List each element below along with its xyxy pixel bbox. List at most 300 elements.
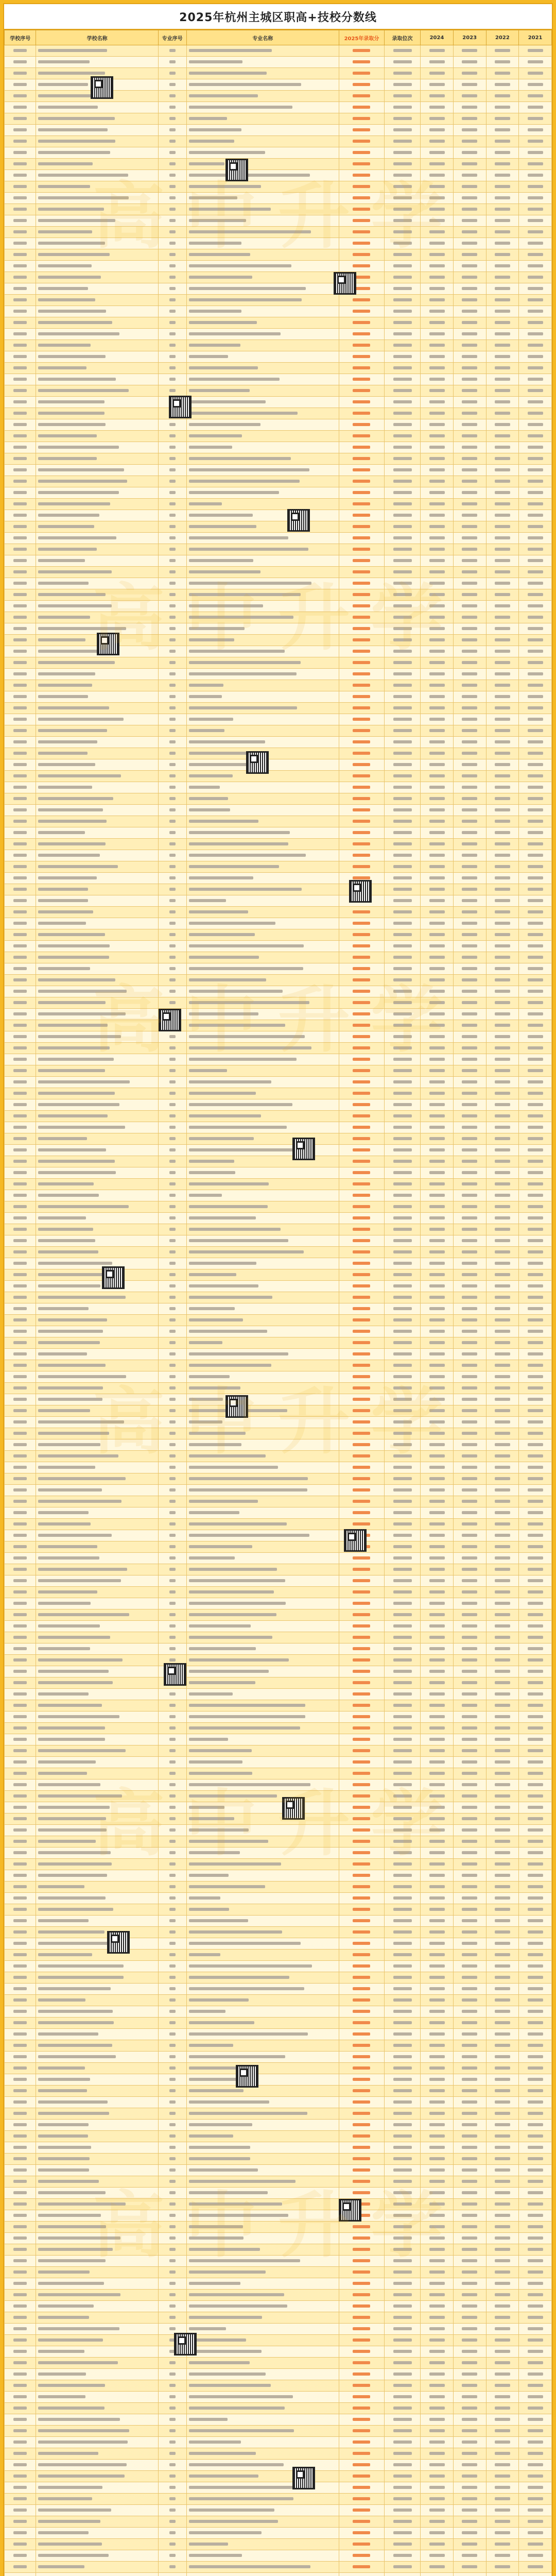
cell-text-placeholder [38, 2089, 87, 2092]
table-row [5, 113, 552, 125]
table-cell [486, 159, 519, 170]
cell-text-placeholder [462, 2441, 477, 2444]
table-cell [36, 1485, 158, 1496]
table-cell [36, 1519, 158, 1530]
cell-text-placeholder [38, 1001, 106, 1004]
table-row [5, 2074, 552, 2086]
table-row [5, 2562, 552, 2573]
table-cell [384, 1609, 420, 1621]
cell-text-placeholder [393, 242, 412, 245]
table-cell [384, 2278, 420, 2290]
cell-text-placeholder [169, 2384, 176, 2387]
table-cell [519, 1326, 552, 1337]
table-cell [486, 2142, 519, 2154]
table-cell [384, 283, 420, 295]
cell-text-placeholder [13, 1964, 27, 1968]
table-cell [186, 907, 339, 918]
cell-text-placeholder [429, 1862, 445, 1866]
table-row [5, 306, 552, 317]
table-cell [486, 351, 519, 363]
cell-text-placeholder [495, 706, 510, 709]
cell-text-placeholder [353, 1647, 370, 1650]
table-cell [453, 227, 486, 238]
cell-text-placeholder [429, 2441, 445, 2444]
table-cell [36, 657, 158, 669]
cell-text-placeholder [169, 2441, 176, 2444]
cell-text-placeholder [189, 1647, 256, 1650]
table-cell [36, 1575, 158, 1587]
cell-text-placeholder [528, 876, 543, 879]
table-cell [384, 1904, 420, 1916]
cell-text-placeholder [429, 2055, 445, 2058]
cell-text-placeholder [38, 1386, 103, 1389]
table-cell [339, 1281, 385, 1292]
cell-text-placeholder [393, 933, 412, 936]
table-cell [186, 1077, 339, 1088]
table-cell [519, 1995, 552, 2006]
cell-text-placeholder [495, 219, 510, 222]
cell-text-placeholder [528, 695, 543, 698]
table-cell [486, 261, 519, 272]
cell-text-placeholder [38, 514, 99, 517]
cell-text-placeholder [393, 774, 412, 777]
cell-text-placeholder [429, 1511, 445, 1514]
table-cell [384, 442, 420, 453]
cell-text-placeholder [189, 1205, 268, 1208]
cell-text-placeholder [169, 446, 176, 449]
cell-text-placeholder [393, 1885, 412, 1888]
cell-text-placeholder [13, 389, 27, 392]
table-cell [36, 1394, 158, 1405]
cell-text-placeholder [13, 1726, 27, 1730]
cell-text-placeholder [495, 1851, 510, 1854]
cell-text-placeholder [393, 1772, 412, 1775]
table-cell [186, 2120, 339, 2131]
cell-text-placeholder [13, 842, 27, 845]
table-cell [186, 997, 339, 1009]
cell-text-placeholder [13, 729, 27, 732]
cell-text-placeholder [353, 1386, 370, 1389]
table-cell [519, 170, 552, 181]
cell-text-placeholder [495, 242, 510, 245]
table-cell [486, 1156, 519, 1167]
table-cell [339, 714, 385, 725]
cell-text-placeholder [353, 2497, 370, 2500]
cell-text-placeholder [495, 514, 510, 517]
table-cell [453, 1598, 486, 1609]
table-cell [158, 57, 186, 68]
table-cell [158, 1689, 186, 1700]
cell-text-placeholder [462, 2463, 477, 2466]
cell-text-placeholder [353, 2282, 370, 2285]
table-cell [519, 986, 552, 997]
cell-text-placeholder [495, 831, 510, 834]
cell-text-placeholder [189, 854, 306, 857]
cell-text-placeholder [528, 1080, 543, 1083]
cell-text-placeholder [429, 400, 445, 403]
cell-text-placeholder [495, 1273, 510, 1276]
table-cell [36, 136, 158, 147]
cell-text-placeholder [462, 2565, 477, 2568]
cell-text-placeholder [462, 1250, 477, 1253]
table-cell [339, 975, 385, 986]
cell-text-placeholder [38, 1046, 110, 1049]
table-cell [421, 952, 454, 963]
cell-text-placeholder [353, 128, 370, 131]
cell-text-placeholder [189, 1715, 305, 1718]
cell-text-placeholder [353, 2010, 370, 2013]
table-cell [453, 215, 486, 227]
cell-text-placeholder [495, 2565, 510, 2568]
table-cell [186, 2086, 339, 2097]
table-cell [453, 657, 486, 669]
cell-text-placeholder [169, 310, 176, 313]
table-cell [453, 2460, 486, 2471]
cell-text-placeholder [393, 718, 412, 721]
table-cell [519, 1428, 552, 1439]
table-cell [421, 1417, 454, 1428]
table-cell [158, 295, 186, 306]
cell-text-placeholder [13, 2565, 27, 2568]
cell-text-placeholder [528, 1137, 543, 1140]
table-cell [519, 1916, 552, 1927]
cell-text-placeholder [353, 1772, 370, 1775]
table-cell [486, 612, 519, 623]
table-cell [384, 249, 420, 261]
table-cell [519, 771, 552, 782]
cell-text-placeholder [189, 661, 301, 664]
table-row [5, 657, 552, 669]
table-cell [384, 623, 420, 635]
cell-text-placeholder [528, 1148, 543, 1151]
table-cell [421, 385, 454, 397]
table-cell [421, 975, 454, 986]
cell-text-placeholder [462, 797, 477, 800]
cell-text-placeholder [353, 514, 370, 517]
cell-text-placeholder [462, 2225, 477, 2228]
cell-text-placeholder [13, 2452, 27, 2455]
cell-text-placeholder [528, 706, 543, 709]
table-row [5, 2573, 552, 2576]
table-cell [384, 1757, 420, 1768]
table-cell [36, 2165, 158, 2176]
table-cell [384, 1326, 420, 1337]
table-cell [421, 102, 454, 113]
cell-text-placeholder [429, 2021, 445, 2024]
table-row [5, 1167, 552, 1179]
cell-text-placeholder [393, 548, 412, 551]
table-cell [486, 2426, 519, 2437]
table-cell [186, 1485, 339, 1496]
table-cell [384, 2018, 420, 2029]
table-cell [486, 895, 519, 907]
cell-text-placeholder [189, 1511, 239, 1514]
cell-text-placeholder [495, 1602, 510, 1605]
table-cell [519, 1802, 552, 1814]
table-cell [186, 2097, 339, 2108]
cell-text-placeholder [429, 820, 445, 823]
cell-text-placeholder [495, 1477, 510, 1480]
cell-text-placeholder [429, 1024, 445, 1027]
cell-text-placeholder [353, 672, 370, 675]
cell-text-placeholder [13, 1171, 27, 1174]
cell-text-placeholder [353, 423, 370, 426]
cell-text-placeholder [462, 650, 477, 653]
cell-text-placeholder [38, 1670, 109, 1673]
cell-text-placeholder [462, 2316, 477, 2319]
cell-text-placeholder [169, 1307, 176, 1310]
cell-text-placeholder [393, 2270, 412, 2274]
cell-text-placeholder [462, 2100, 477, 2104]
table-cell [36, 1043, 158, 1054]
table-cell [421, 1814, 454, 1825]
cell-text-placeholder [462, 253, 477, 256]
cell-text-placeholder [429, 1080, 445, 1083]
cell-text-placeholder [462, 2418, 477, 2421]
cell-text-placeholder [393, 1704, 412, 1707]
cell-text-placeholder [38, 1704, 102, 1707]
table-row [5, 1303, 552, 1315]
cell-text-placeholder [189, 1500, 258, 1503]
cell-text-placeholder [169, 944, 176, 947]
cell-text-placeholder [169, 763, 176, 766]
table-cell [519, 827, 552, 839]
table-cell [384, 1292, 420, 1303]
table-cell [158, 1621, 186, 1632]
table-cell [186, 431, 339, 442]
table-cell [158, 2063, 186, 2074]
table-cell [5, 1621, 36, 1632]
table-cell [36, 2029, 158, 2040]
cell-text-placeholder [169, 1103, 176, 1106]
table-cell [158, 2199, 186, 2210]
table-cell [36, 2210, 158, 2222]
table-row [5, 45, 552, 57]
cell-text-placeholder [393, 332, 412, 335]
table-cell [384, 2482, 420, 2494]
cell-text-placeholder [393, 378, 412, 381]
cell-text-placeholder [495, 2112, 510, 2115]
cell-text-placeholder [462, 1817, 477, 1820]
table-cell [519, 2426, 552, 2437]
cell-text-placeholder [528, 1930, 543, 1934]
cell-text-placeholder [429, 1103, 445, 1106]
table-row [5, 431, 552, 442]
table-cell [158, 2006, 186, 2018]
cell-text-placeholder [429, 1352, 445, 1355]
table-cell [384, 1734, 420, 1745]
table-cell [486, 125, 519, 136]
table-cell [486, 170, 519, 181]
cell-text-placeholder [189, 672, 297, 675]
table-cell [519, 589, 552, 601]
cell-text-placeholder [169, 1443, 176, 1446]
cell-text-placeholder [528, 219, 543, 222]
cell-text-placeholder [38, 389, 129, 392]
table-cell [519, 510, 552, 521]
table-cell [339, 646, 385, 657]
cell-text-placeholder [495, 49, 510, 52]
table-cell [186, 1235, 339, 1247]
cell-text-placeholder [462, 1613, 477, 1616]
table-cell [453, 1088, 486, 1099]
table-cell [519, 1462, 552, 1473]
table-cell [486, 1995, 519, 2006]
table-cell [453, 79, 486, 91]
cell-text-placeholder [169, 2475, 176, 2478]
table-cell [453, 850, 486, 861]
table-cell [421, 1269, 454, 1281]
cell-text-placeholder [495, 2406, 510, 2410]
cell-text-placeholder [528, 1976, 543, 1979]
table-cell [186, 1893, 339, 1904]
cell-text-placeholder [429, 2044, 445, 2047]
table-cell [186, 2505, 339, 2516]
table-cell [5, 1315, 36, 1326]
cell-text-placeholder [169, 1534, 176, 1537]
cell-text-placeholder [353, 548, 370, 551]
cell-text-placeholder [169, 1171, 176, 1174]
table-cell [453, 2380, 486, 2392]
cell-text-placeholder [353, 446, 370, 449]
cell-text-placeholder [528, 2100, 543, 2104]
cell-text-placeholder [429, 1386, 445, 1389]
cell-text-placeholder [429, 1556, 445, 1560]
table-cell [384, 1848, 420, 1859]
cell-text-placeholder [169, 2509, 176, 2512]
table-cell [453, 2210, 486, 2222]
table-cell [384, 963, 420, 975]
cell-text-placeholder [13, 2418, 27, 2421]
cell-text-placeholder [429, 344, 445, 347]
table-cell [186, 555, 339, 567]
cell-text-placeholder [353, 60, 370, 63]
cell-text-placeholder [462, 162, 477, 165]
table-cell [384, 1870, 420, 1882]
cell-text-placeholder [38, 2191, 106, 2194]
cell-text-placeholder [495, 60, 510, 63]
cell-text-placeholder [393, 185, 412, 188]
cell-text-placeholder [462, 944, 477, 947]
table-cell [158, 1882, 186, 1893]
cell-text-placeholder [353, 1806, 370, 1809]
cell-text-placeholder [393, 944, 412, 947]
cell-text-placeholder [353, 242, 370, 245]
cell-text-placeholder [169, 2406, 176, 2410]
cell-text-placeholder [429, 797, 445, 800]
table-cell [5, 725, 36, 737]
table-cell [519, 646, 552, 657]
table-cell [186, 1848, 339, 1859]
table-cell [186, 1360, 339, 1371]
table-cell [486, 1088, 519, 1099]
cell-text-placeholder [353, 1250, 370, 1253]
cell-text-placeholder [13, 1092, 27, 1095]
table-cell [158, 431, 186, 442]
table-cell [384, 1405, 420, 1417]
cell-text-placeholder [462, 2021, 477, 2024]
table-cell [36, 2301, 158, 2312]
cell-text-placeholder [189, 1749, 252, 1752]
table-cell [421, 1473, 454, 1485]
cell-text-placeholder [13, 1284, 27, 1287]
table-cell [339, 1666, 385, 1677]
cell-text-placeholder [353, 808, 370, 811]
cell-text-placeholder [38, 944, 110, 947]
cell-text-placeholder [429, 2350, 445, 2353]
table-cell [5, 1519, 36, 1530]
cell-text-placeholder [429, 1602, 445, 1605]
cell-text-placeholder [13, 196, 27, 199]
table-cell [339, 2312, 385, 2324]
table-cell [421, 1916, 454, 1927]
cell-text-placeholder [462, 1114, 477, 1117]
table-cell [339, 2324, 385, 2335]
table-cell [339, 1247, 385, 1258]
cell-text-placeholder [13, 1556, 27, 1560]
table-cell [453, 385, 486, 397]
cell-text-placeholder [528, 1953, 543, 1956]
table-cell [5, 1417, 36, 1428]
cell-text-placeholder [462, 2452, 477, 2455]
table-cell [158, 2369, 186, 2380]
cell-text-placeholder [462, 423, 477, 426]
cell-text-placeholder [393, 786, 412, 789]
table-cell [5, 861, 36, 873]
cell-text-placeholder [495, 106, 510, 109]
cell-text-placeholder [353, 1080, 370, 1083]
table-cell [158, 1451, 186, 1462]
table-cell [486, 703, 519, 714]
table-cell [453, 793, 486, 805]
table-cell [453, 170, 486, 181]
table-cell [186, 827, 339, 839]
table-cell [5, 1145, 36, 1156]
cell-text-placeholder [528, 2202, 543, 2206]
table-cell [36, 453, 158, 465]
cell-text-placeholder [528, 491, 543, 494]
table-cell [421, 1541, 454, 1553]
cell-text-placeholder [38, 2509, 111, 2512]
cell-text-placeholder [169, 1262, 176, 1265]
cell-text-placeholder [189, 2123, 252, 2126]
table-cell [453, 1836, 486, 1848]
table-cell [339, 1451, 385, 1462]
table-cell [158, 1315, 186, 1326]
table-cell [421, 1848, 454, 1859]
cell-text-placeholder [495, 1987, 510, 1990]
cell-text-placeholder [38, 1817, 106, 1820]
table-cell [5, 646, 36, 657]
table-cell [186, 737, 339, 748]
table-cell [421, 193, 454, 204]
cell-text-placeholder [462, 1001, 477, 1004]
table-cell [519, 941, 552, 952]
table-cell [486, 2086, 519, 2097]
table-cell [421, 2063, 454, 2074]
table-cell [36, 1258, 158, 1269]
table-cell [339, 465, 385, 476]
cell-text-placeholder [462, 865, 477, 868]
table-cell [421, 2074, 454, 2086]
table-cell [519, 102, 552, 113]
cell-text-placeholder [393, 1250, 412, 1253]
cell-text-placeholder [353, 820, 370, 823]
table-cell [339, 2369, 385, 2380]
cell-text-placeholder [528, 1545, 543, 1548]
table-cell [519, 1371, 552, 1383]
table-cell [339, 204, 385, 215]
